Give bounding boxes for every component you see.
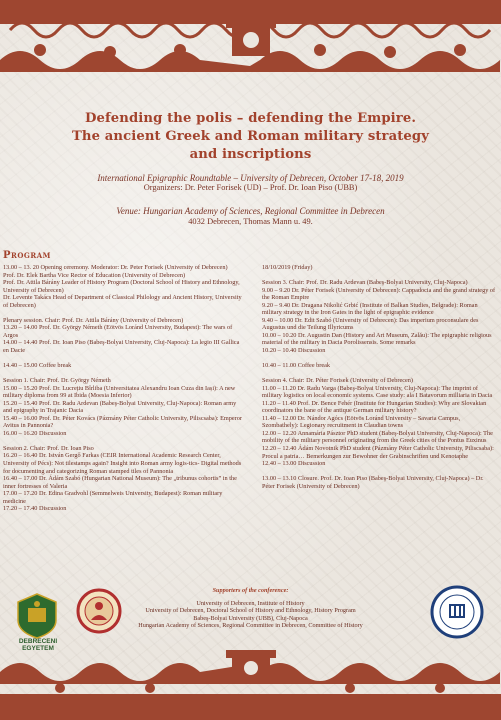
spacer bbox=[262, 468, 498, 476]
program-entry: Session 3. Chair: Prof. Dr. Radu Ardevan (Babeş-Bolyai University, Cluj-Napoca) bbox=[262, 279, 468, 287]
program-entry: Prof. Dr. Attila Bárány Leader of History Program (Doctoral School of History and Ethnology, University of Debrecen) bbox=[3, 279, 240, 294]
spacer bbox=[3, 309, 246, 317]
debrecen-logo-text: DEBRECENI EGYETEM bbox=[18, 638, 58, 652]
spacer bbox=[3, 355, 246, 363]
bottom-ornament-band bbox=[0, 650, 501, 720]
event-line: International Epigraphic Roundtable – University of Debrecen, October 17-18, 2019 bbox=[97, 173, 404, 183]
program-entry: 9.20 – 9.40 Dr. Dragana Nikolić Grbić (Institute of Balkan Studies, Belgrade): Roman military strategy in the Iron Gates in the light of epigraphic evidence bbox=[262, 301, 478, 317]
program-entry: 11.00 – 11.20 Dr. Radu Varga (Babeş-Bolyai University, Cluj-Napoca): The imprint of military logistics on local economic systems. Case study: ala I Batavorum milliaria in Dacia bbox=[262, 384, 493, 400]
program-entry: Dr. Levente Takács Head of Department of Classical Philology and Ancient History, University of Debrecen) bbox=[3, 294, 242, 309]
organizers-line: Organizers: Dr. Peter Forisek (UD) – Prof. Dr. Ioan Piso (UBB) bbox=[143, 183, 358, 192]
program-entry: Session 4. Chair: Dr. Péter Forisek (University of Debrecen) bbox=[262, 377, 414, 385]
supporter-line: University of Debrecen, Doctoral School of History and Ethnology, History Program bbox=[145, 607, 356, 614]
program-entry: 17.00 – 17.20 Dr. Edina Gradvohl (Semmelweis University, Budapest): Roman military medicine bbox=[3, 490, 223, 505]
spacer bbox=[262, 370, 498, 378]
program-entry: Plenary session. Chair: Prof. Dr. Attila Bárány (University of Debrecen) bbox=[3, 316, 184, 324]
program-entry: 12.40 – 13.00 Discussion bbox=[262, 460, 326, 468]
spacer bbox=[262, 355, 498, 363]
program-entry: 9.40 – 10.00 Dr. Edit Szabó (University of Debrecen): Das imperium proconsulare des Augustus und die Teilung Illyricums bbox=[262, 316, 479, 332]
program-right-column bbox=[262, 264, 498, 490]
program-entry: 14.00 – 14.40 Prof. Dr. Ioan Piso (Babeş-Bolyai University, Cluj-Napoca): La legio III Gallica en Dacie bbox=[3, 339, 240, 354]
program-entry: 13.00 – 13.10 Closure. Prof. Dr. Ioan Piso (Babeş-Bolyai University, Cluj-Napoca) – Dr. Péter Forisek (University of Debrecen) bbox=[262, 475, 484, 490]
program-entry: Session 1. Chair: Prof. Dr. György Németh bbox=[3, 377, 111, 385]
conference-title bbox=[0, 110, 501, 164]
program-entry: 10.40 – 11.00 Coffee break bbox=[262, 362, 331, 370]
program-entry: 16.20 – 16.40 Dr. István Gergő Farkas (CEIR International Academic Research Center, University of Pécs): Not tilestamps again? Insight into Roman army logis-tics- Digital methods for documenting and categorizing Roman stamped tiles of Pannonia bbox=[3, 452, 242, 475]
program-entry: 14.40 – 15.00 Coffee break bbox=[3, 362, 72, 370]
supporter-line: University of Debrecen, Institute of History bbox=[196, 599, 305, 607]
spacer bbox=[3, 437, 246, 445]
program-entry: 16.00 – 16.20 Discussion bbox=[3, 429, 67, 437]
program-entry: 13.00 – 13. 20 Opening ceremony. Moderator: Dr. Peter Forisek (University of Debrecen) bbox=[3, 264, 228, 271]
supporter-line: Hungarian Academy of Sciences, Regional Committee in Debrecen, Committee of History bbox=[138, 622, 363, 629]
program-entry: 15.20 – 15.40 Prof. Dr. Radu Ardevan (Babeş-Bolyai University, Cluj-Napoca): Roman army and epigraphy in Trajanic Dacia bbox=[3, 399, 237, 415]
program-left-column bbox=[3, 264, 246, 513]
program-entry: Prof. Dr. Elek Bartha Vice Rector of Education (University of Debrecen) bbox=[3, 271, 186, 279]
program-entry: 9.00 – 9.20 Dr. Péter Forisek (University of Debrecen): Cappadocia and the grand strategy of the Roman Empire bbox=[262, 286, 496, 302]
supporters-block bbox=[0, 587, 501, 630]
venue-line: Venue: Hungarian Academy of Sciences, Regional Committee in Debrecen bbox=[116, 206, 385, 216]
spacer bbox=[262, 272, 498, 280]
program-entry: 10.20 – 10.40 Discussion bbox=[262, 346, 326, 354]
program-entry: 11.40 – 12.00 Dr. Nándor Agócs (Eötvös Loránd University – Savaria Campus, Szombathely): Legionary recruitment in Claudian towns bbox=[262, 414, 461, 430]
supporters-heading: Supporters of the conference: bbox=[212, 587, 289, 594]
supporter-line: Babeş-Bolyai University (UBB), Cluj-Napoca bbox=[193, 614, 308, 622]
program-entry: 13.20 – 14.00 Prof. Dr. György Németh (Eötvös Loránd University, Budapest): The wars of Argos bbox=[3, 324, 233, 339]
program-entry: 16.40 – 17.00 Dr. Ádám Szabó (Hungarian National Museum): The „tribunus cohortis” in the inner fortresses of Valeria bbox=[3, 475, 237, 490]
address-line: 4032 Debrecen, Thomas Mann u. 49. bbox=[188, 217, 313, 226]
top-ornament-band bbox=[0, 0, 501, 88]
program-heading: Program bbox=[3, 250, 51, 261]
program-entry: 17.20 – 17.40 Discussion bbox=[3, 505, 67, 513]
title-line-3: and inscriptions bbox=[189, 147, 312, 162]
program-entry: 15.00 – 15.20 Prof. Dr. Lucrețiu Bîrliba (Universitatea Alexandru Ioan Cuza din Iași): A new military diploma from 99 at Ibida (Moesia Inferior) bbox=[3, 384, 236, 400]
program-entry: 12.20 – 12.40 Ádám Novotnik PhD student (Pázmány Péter Catholic University, Piliscsaba): Procul a patria… Bemerkungen zur Bewohner der Grabinschriften und Kenotaphe bbox=[262, 444, 494, 460]
program-entry: 10.00 – 10.20 Dr. Augustin Dan (History and Art Museum, Zalău): The epigraphic religious material of the military in Dacia Porolissensis. Some remarks bbox=[262, 331, 492, 347]
title-line-2: The ancient Greek and Roman military strategy bbox=[71, 129, 429, 144]
program-entry: Session 2. Chair: Prof. Dr. Ioan Piso bbox=[3, 444, 94, 452]
program-entry: 18/10/2019 (Friday) bbox=[262, 264, 313, 271]
program-entry: 11.20 – 11.40 Prof. Dr. Bence Fehér (Institute for Hungarian Studies): Why are Slovakian coordinators the bane of the antique German military history? bbox=[262, 399, 487, 415]
program-entry: 12.00 – 12.20 Annamária Pásztor PhD student (Babeş-Bolyai University, Cluj-Napoca): The mobility of the military personnel originating from the Greek cities of the Pontus Euxinus bbox=[262, 429, 493, 445]
spacer bbox=[3, 370, 246, 378]
program-entry: 15.40 – 16.00 Prof. Dr. Péter Kovács (Pázmány Péter Catholic University, Piliscsaba): Emperor Avitus in Pannonia? bbox=[3, 414, 242, 430]
title-line-1: Defending the polis – defending the Empire. bbox=[84, 111, 417, 126]
